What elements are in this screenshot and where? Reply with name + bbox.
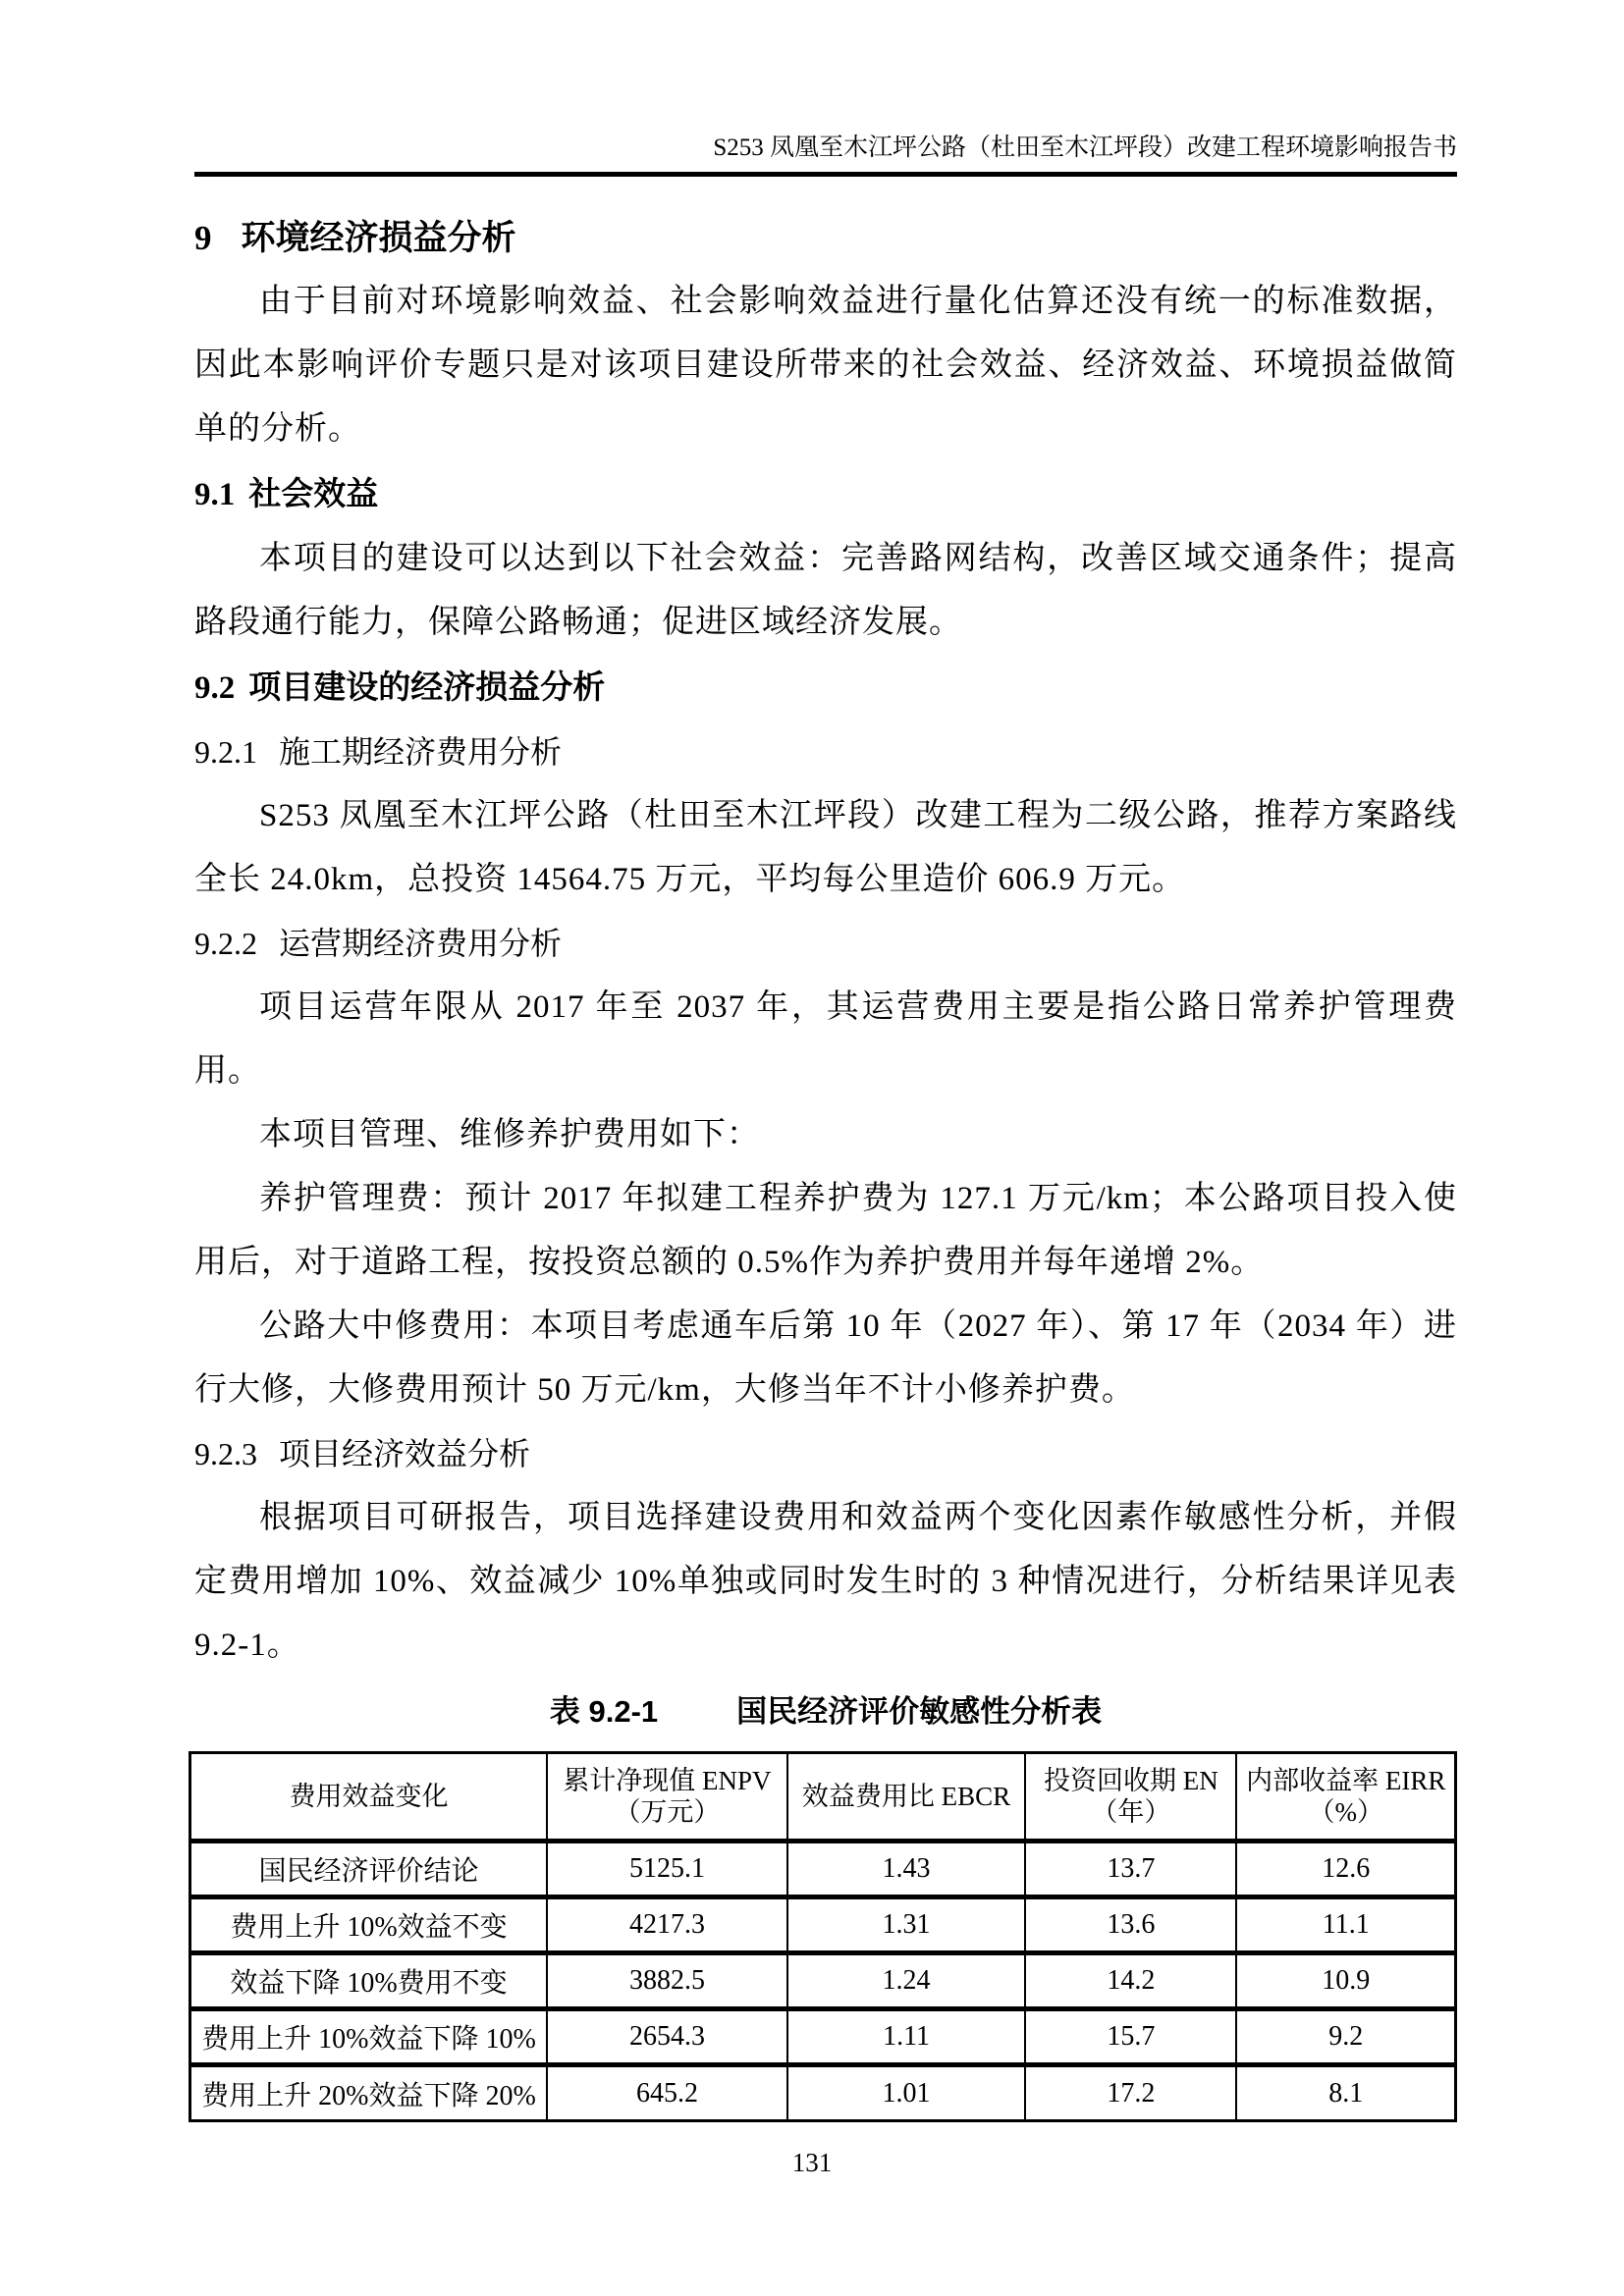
table-header-en: 投资回收期 EN （年）	[1025, 1753, 1236, 1842]
row-ebcr: 1.43	[787, 1842, 1025, 1897]
row-en: 17.2	[1025, 2065, 1236, 2121]
paragraph-construction-cost: S253 凤凰至木江坪公路（杜田至木江坪段）改建工程为二级公路，推荐方案路线全长 24.0km，总投资 14564.75 万元，平均每公里造价 606.9 万元。	[194, 798, 1457, 897]
heading-9-2-number: 9.2	[194, 670, 236, 706]
row-enpv: 4217.3	[547, 1897, 787, 1953]
paragraph-social-benefit: 本项目的建设可以达到以下社会效益：完善路网结构，改善区域交通条件；提高路段通行能力，保障公路畅通；促进区域经济发展。	[194, 541, 1457, 640]
page-content	[194, 206, 1457, 2122]
heading-9	[194, 206, 1457, 270]
table-row	[190, 2009, 1456, 2065]
row-label: 费用上升 10%效益不变	[190, 1897, 547, 1953]
table-caption	[194, 1680, 1457, 1743]
table-caption-label: 表 9.2-1	[549, 1694, 659, 1729]
heading-9-2-3-title: 项目经济效益分析	[279, 1436, 531, 1471]
table-row	[190, 2065, 1456, 2121]
paragraph-sensitivity-analysis: 根据项目可研报告，项目选择建设费用和效益两个变化因素作敏感性分析，并假定费用增加 10%、效益减少 10%单独或同时发生时的 3 种情况进行，分析结果详见表 9.2-1。	[194, 1500, 1457, 1663]
row-en: 13.7	[1025, 1842, 1236, 1897]
paragraph-intro: 由于目前对环境影响效益、社会影响效益进行量化估算还没有统一的标准数据，因此本影响评价专题只是对该项目建设所带来的社会效益、经济效益、环境损益做简单的分析。	[194, 284, 1457, 447]
paragraph-overhaul-fee: 公路大中修费用：本项目考虑通车后第 10 年（2027 年）、第 17 年（2034 年）进行大修，大修费用预计 50 万元/km，大修当年不计小修养护费。	[194, 1308, 1457, 1408]
heading-9-1-title: 社会效益	[248, 475, 379, 511]
table-row	[190, 1897, 1456, 1953]
row-label: 效益下降 10%费用不变	[190, 1953, 547, 2009]
paragraph-operation-note: 本项目管理、维修养护费用如下：	[259, 1117, 760, 1152]
row-ebcr: 1.31	[787, 1897, 1025, 1953]
row-eirr: 10.9	[1236, 1953, 1455, 2009]
heading-9-number: 9	[194, 219, 212, 257]
heading-9-2-1-number: 9.2.1	[194, 734, 257, 770]
page-number: 131	[791, 2148, 833, 2177]
row-ebcr: 1.11	[787, 2009, 1025, 2065]
paragraph-operation-years: 项目运营年限从 2017 年至 2037 年，其运营费用主要是指公路日常养护管理费用。	[194, 989, 1457, 1089]
row-label: 费用上升 20%效益下降 20%	[190, 2065, 547, 2121]
table-header-enpv: 累计净现值 ENPV （万元）	[547, 1753, 787, 1842]
heading-9-2	[194, 655, 1457, 721]
table-caption-title: 国民经济评价敏感性分析表	[736, 1694, 1103, 1729]
row-enpv: 5125.1	[547, 1842, 787, 1897]
row-en: 15.7	[1025, 2009, 1236, 2065]
heading-9-1-number: 9.1	[194, 477, 236, 512]
row-en: 13.6	[1025, 1897, 1236, 1953]
paragraph-maintenance-fee: 养护管理费：预计 2017 年拟建工程养护费为 127.1 万元/km；本公路项目投入使用后，对于道路工程，按投资总额的 0.5%作为养护费用并每年递增 2%。	[194, 1181, 1457, 1280]
row-enpv: 3882.5	[547, 1953, 787, 2009]
page-header	[194, 0, 1457, 177]
row-ebcr: 1.24	[787, 1953, 1025, 2009]
heading-9-2-3	[194, 1422, 1457, 1486]
table-header-eirr: 内部收益率 EIRR （%）	[1236, 1753, 1455, 1842]
row-ebcr: 1.01	[787, 2065, 1025, 2121]
heading-9-2-title: 项目建设的经济损益分析	[248, 668, 606, 705]
row-eirr: 9.2	[1236, 2009, 1455, 2065]
table-header-ebcr: 效益费用比 EBCR	[787, 1753, 1025, 1842]
heading-9-2-3-number: 9.2.3	[194, 1436, 257, 1471]
row-enpv: 645.2	[547, 2065, 787, 2121]
heading-9-2-1-title: 施工期经济费用分析	[279, 734, 563, 770]
table-row	[190, 1842, 1456, 1897]
row-label: 费用上升 10%效益下降 10%	[190, 2009, 547, 2065]
table-header-cost-benefit-change: 费用效益变化	[190, 1753, 547, 1842]
heading-9-title: 环境经济损益分析	[241, 219, 516, 257]
sensitivity-analysis-table	[189, 1751, 1457, 2122]
heading-9-2-2-title: 运营期经济费用分析	[279, 926, 563, 961]
row-en: 14.2	[1025, 1953, 1236, 2009]
heading-9-1	[194, 461, 1457, 527]
heading-9-2-2-number: 9.2.2	[194, 926, 257, 961]
heading-9-2-1	[194, 721, 1457, 784]
table-header-row	[190, 1753, 1456, 1842]
table-row	[190, 1953, 1456, 2009]
row-eirr: 8.1	[1236, 2065, 1455, 2121]
row-label: 国民经济评价结论	[190, 1842, 547, 1897]
row-eirr: 11.1	[1236, 1897, 1455, 1953]
row-enpv: 2654.3	[547, 2009, 787, 2065]
row-eirr: 12.6	[1236, 1842, 1455, 1897]
heading-9-2-2	[194, 912, 1457, 976]
header-title: S253 凤凰至木江坪公路（杜田至木江坪段）改建工程环境影响报告书	[713, 134, 1457, 161]
